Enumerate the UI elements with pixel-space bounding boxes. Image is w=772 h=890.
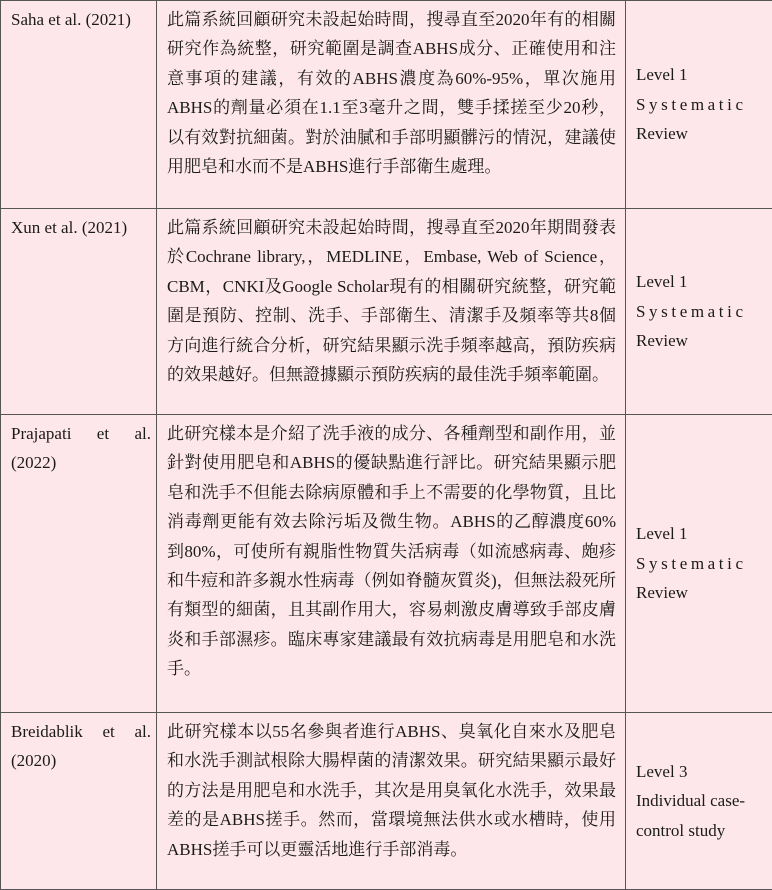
table-row [1,209,772,415]
author-cell: Saha et al. (2021) [1,1,157,209]
evidence-level-cell [626,713,772,890]
level-grade: Level 1 [636,60,766,89]
level-design-cont: Review [636,119,766,148]
level-grade: Level 1 [636,267,766,296]
level-design: Systematic [636,297,766,326]
level-design: Systematic [636,549,766,578]
summary-cell: 此研究樣本是介紹了洗手液的成分、各種劑型和副作用，並針對使用肥皂和ABHS的優缺點進行評比。研究結果顯示肥皂和洗手不但能去除病原體和手上不需要的化學物質，且比消毒劑更能有效去除污垢及微生物。ABHS的乙醇濃度60%到80%，可使所有親脂性物質失活病毒（如流感病毒、皰疹和牛痘和許多親水性病毒（例如脊髓灰質炎)，但無法殺死所有類型的細菌，且其副作用大，容易刺激皮膚導致手部皮膚炎和手部濕疹。臨床專家建議最有效抗病毒是用肥皂和水洗手。 [157,415,626,713]
author-cell: Prajapati et al. (2022) [1,415,157,713]
level-grade: Level 3 [636,757,766,786]
evidence-level-cell [626,1,772,209]
table-row [1,713,772,890]
author-cell: Xun et al. (2021) [1,209,157,415]
level-design: Individual case- [636,786,766,815]
level-grade: Level 1 [636,519,766,548]
level-design: Systematic [636,90,766,119]
author-cell: Breidablik et al. (2020) [1,713,157,890]
table-row [1,415,772,713]
level-design-cont: control study [636,816,766,845]
table-row [1,1,772,209]
summary-cell: 此篇系統回顧研究未設起始時間，搜尋直至2020年期間發表於Cochrane library,，MEDLINE，Embase, Web of Science，CBM，CNKI及Google Scholar現有的相關研究統整，研究範圍是預防、控制、洗手、手部衛生、清潔手及頻率等共8個方向進行統合分析，研究結果顯示洗手頻率越高，預防疾病的效果越好。但無證據顯示預防疾病的最佳洗手頻率範圍。 [157,209,626,415]
level-design-cont: Review [636,578,766,607]
evidence-level-cell [626,209,772,415]
summary-cell: 此研究樣本以55名參與者進行ABHS、臭氧化自來水及肥皂和水洗手測試根除大腸桿菌的清潔效果。研究結果顯示最好的方法是用肥皂和水洗手，其次是用臭氧化水洗手，效果最差的是ABHS搓手。然而，當環境無法供水或水槽時，使用ABHS搓手可以更靈活地進行手部消毒。 [157,713,626,890]
summary-cell: 此篇系統回顧研究未設起始時間，搜尋直至2020年有的相關研究作為統整，研究範圍是調查ABHS成分、正確使用和注意事項的建議，有效的ABHS濃度為60%-95%，單次施用ABHS的劑量必須在1.1至3毫升之間，雙手揉搓至少20秒，以有效對抗細菌。對於油膩和手部明顯髒污的情況，建議使用肥皂和水而不是ABHS進行手部衛生處理。 [157,1,626,209]
evidence-level-cell [626,415,772,713]
level-design-cont: Review [636,326,766,355]
